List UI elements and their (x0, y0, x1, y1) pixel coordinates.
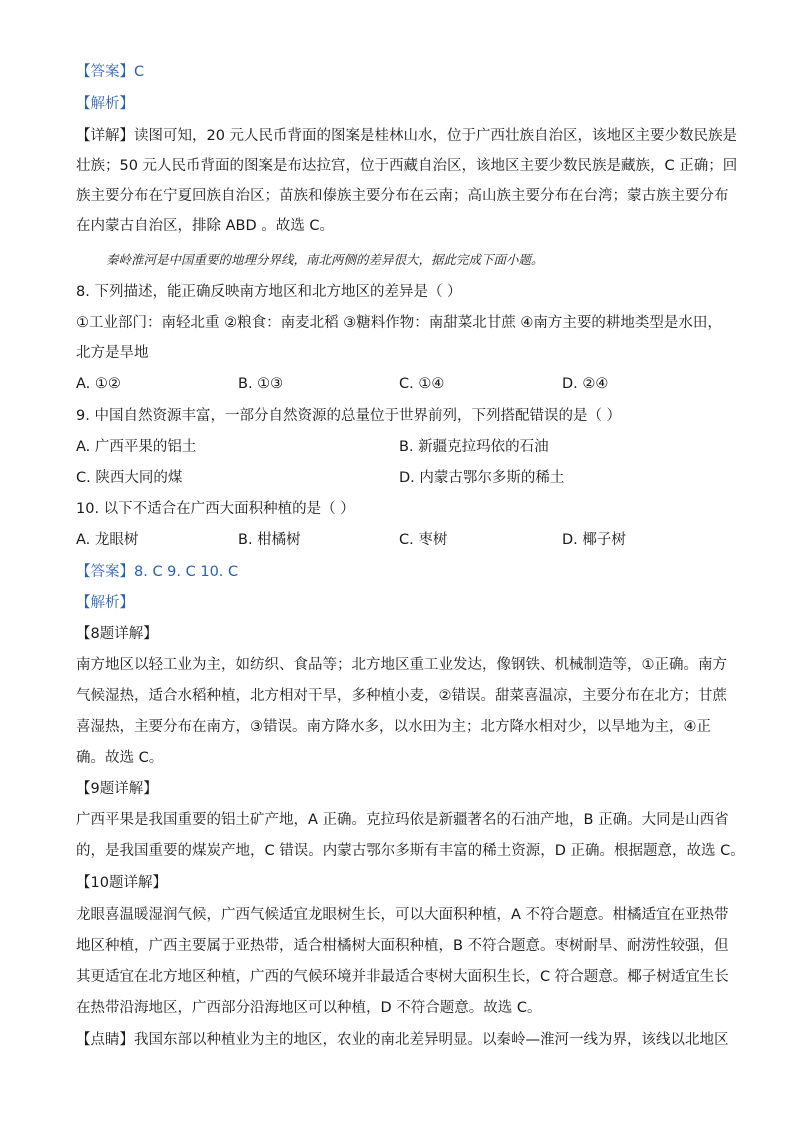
detail-9-label: 【9题详解】 (76, 781, 158, 797)
q9-option-b: B. 新疆克拉玛依的石油 (399, 439, 549, 455)
q10-option-b: B. 柑橘树 (238, 532, 301, 548)
q9-option-a: A. 广西平果的铝土 (76, 439, 197, 455)
detail-8-line: 喜湿热，主要分布在南方，③错误。南方降水多，以水田为主；北方降水相对少，以旱地为主，④正 (76, 719, 711, 735)
q8-desc-line: ①工业部门：南轻北重 ②粮食：南麦北稻 ③糖料作物：南甜菜北甘蔗 ④南方主要的耕地类型是水田， (76, 315, 722, 331)
detail-10-line: 地区种植，广西主要属于亚热带，适合柑橘树大面积种植，B 不符合题意。枣树耐旱、耐涝性较强，但 (76, 938, 729, 954)
q7-answer: 【答案】C (76, 64, 145, 80)
q8-option-b: B. ①③ (238, 376, 284, 392)
q7-detail-line: 在内蒙古自治区，排除 ABD 。故选 C。 (76, 218, 334, 234)
detail-9-line: 广西平果是我国重要的铝土矿产地，A 正确。克拉玛依是新疆著名的石油产地，B 正确。大同是山西省 (76, 812, 729, 828)
q8-option-c: C. ①④ (399, 376, 445, 392)
detail-8-line: 气候湿热，适合水稻种植，北方相对干旱，多种植小麦，②错误。甜菜喜温凉，主要分布在北方；甘蔗 (76, 688, 727, 704)
q7-detail-line: 【详解】读图可知，20 元人民币背面的图案是桂林山水，位于广西壮族自治区，该地区主要少数民族是 (76, 128, 738, 144)
q8-option-d: D. ②④ (562, 376, 609, 392)
detail-10-line: 其更适宜在北方地区种植，广西的气候环境并非最适合枣树大面积生长，C 符合题意。椰子树适宜生长 (76, 969, 729, 985)
q7-detail-line: 壮族；50 元人民币背面的图案是布达拉宫，位于西藏自治区，该地区主要少数民族是藏族，C 正确；回 (76, 158, 738, 174)
q9-option-c: C. 陕西大同的煤 (76, 470, 183, 486)
q8-stem: 8. 下列描述，能正确反映南方地区和北方地区的差异是（ ） (76, 284, 462, 300)
q10-option-c: C. 枣树 (399, 532, 448, 548)
group-intro: 秦岭淮河是中国重要的地理分界线，南北两侧的差异很大，据此完成下面小题。 (106, 252, 544, 267)
detail-8-label: 【8题详解】 (76, 626, 158, 642)
detail-9-line: 的，是我国重要的煤炭产地，C 错误。内蒙古鄂尔多斯有丰富的稀土资源，D 正确。根据题意，故选 C。 (76, 843, 745, 859)
q9-option-d: D. 内蒙古鄂尔多斯的稀土 (399, 470, 565, 486)
q10-stem: 10. 以下不适合在广西大面积种植的是（ ） (76, 501, 355, 517)
detail-8-line: 确。故选 C。 (76, 750, 164, 766)
detail-10-line: 龙眼喜温暖湿润气候，广西气候适宜龙眼树生长，可以大面积种植，A 不符合题意。柑橘适宜在亚热带 (76, 907, 729, 923)
q9-stem: 9. 中国自然资源丰富，一部分自然资源的总量位于世界前列，下列搭配错误的是（ ） (76, 408, 622, 424)
q7-analysis-label: 【解析】 (76, 96, 134, 112)
detail-10-label: 【10题详解】 (76, 875, 167, 891)
analysis-label: 【解析】 (76, 595, 134, 611)
q7-detail-line: 族主要分布在宁夏回族自治区；苗族和傣族主要分布在云南；高山族主要分布在台湾；蒙古族主要分布 (76, 188, 729, 204)
answers-line: 【答案】8. C 9. C 10. C (76, 564, 239, 580)
q8-option-a: A. ①② (76, 376, 121, 392)
q8-desc-line: 北方是旱地 (76, 345, 149, 361)
q10-option-d: D. 椰子树 (562, 532, 626, 548)
q10-option-a: A. 龙眼树 (76, 532, 139, 548)
detail-8-line: 南方地区以轻工业为主，如纺织、食品等；北方地区重工业发达，像钢铁、机械制造等，①正确。南方 (76, 657, 727, 673)
point-line: 【点睛】我国东部以种植业为主的地区，农业的南北差异明显。以秦岭—淮河一线为界，该线以北地区 (76, 1032, 729, 1048)
detail-10-line: 在热带沿海地区，广西部分沿海地区可以种植，D 不符合题意。故选 C。 (76, 1000, 542, 1016)
